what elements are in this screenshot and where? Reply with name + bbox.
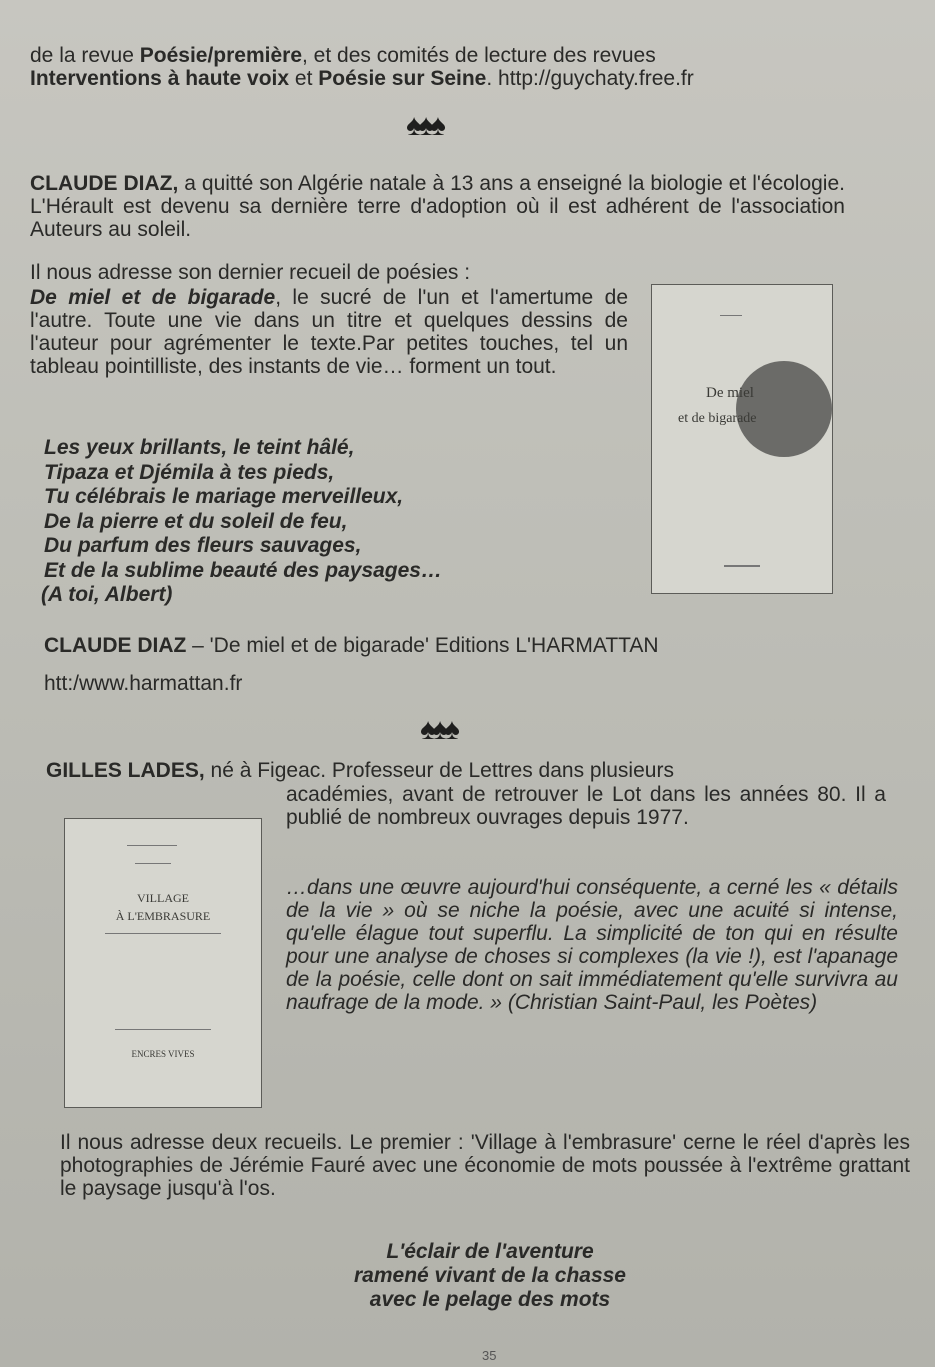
poem-line: avec le pelage des mots bbox=[369, 1288, 611, 1311]
intro-text: et bbox=[289, 67, 319, 90]
intro-text: , et des comités de lecture des revues bbox=[302, 44, 656, 67]
page-number: 35 bbox=[482, 1348, 497, 1363]
diaz-desc-text: , le sucré de l'un et l'amertume de l'autre. Toute une vie dans un titre et quelques dessins de l'auteur pour agrémenter le texte.Par petites touches, tel un tableau pointilliste, des instants de vie… forment un tout. bbox=[30, 286, 628, 378]
cover-title-line1: De miel bbox=[706, 385, 754, 401]
revue-interventions: Interventions à haute voix bbox=[30, 67, 290, 90]
cover-title-line2: À L'EMBRASURE bbox=[115, 909, 211, 923]
diaz-description bbox=[30, 286, 628, 378]
spades-separator: ♠♠♠ bbox=[406, 109, 442, 142]
cover-publisher-mark bbox=[724, 565, 760, 567]
diaz-bio-text: a quitté son Algérie natale à 13 ans a enseigné la biologie et l'écologie. L'Hérault est devenu sa dernière terre d'adoption où il est adhérent de l'association Auteurs au soleil. bbox=[30, 172, 845, 241]
intro-text: de la revue bbox=[30, 44, 140, 67]
cover-series-mark bbox=[135, 863, 171, 864]
poem-line: ramené vivant de la chasse bbox=[354, 1264, 626, 1287]
poem-line: De la pierre et du soleil de feu, bbox=[44, 509, 348, 533]
diaz-intro-line: Il nous adresse son dernier recueil de poésies : bbox=[30, 261, 471, 284]
lades-book-cover bbox=[64, 818, 262, 1108]
diaz-credit bbox=[44, 634, 884, 657]
harmattan-link[interactable]: htt:/www.harmattan.fr bbox=[44, 672, 243, 695]
cover-circle-graphic bbox=[736, 361, 832, 457]
lades-poem bbox=[200, 1240, 780, 1312]
poem-line: Et de la sublime beauté des paysages… bbox=[44, 558, 442, 582]
diaz-book-title: De miel et de bigarade bbox=[30, 286, 276, 309]
cover-publisher: ENCRES VIVES bbox=[131, 1049, 195, 1059]
revue-poesie-sur-seine: Poésie sur Seine bbox=[318, 67, 487, 90]
poem-line: L'éclair de l'aventure bbox=[386, 1240, 594, 1263]
lades-bio-text: né à Figeac. Professeur de Lettres dans plusieurs bbox=[204, 759, 674, 782]
lades-bio-rest: académies, avant de retrouver le Lot dans les années 80. Il a publié de nombreux ouvrages depuis 1977. bbox=[286, 783, 886, 829]
cover-title-line2: et de bigarade bbox=[678, 411, 757, 426]
poem-line: Tipaza et Djémila à tes pieds, bbox=[44, 460, 335, 484]
cover-author-mark bbox=[127, 845, 177, 846]
spades-separator: ♠♠♠ bbox=[420, 713, 456, 746]
poem-line: Du parfum des fleurs sauvages, bbox=[44, 534, 362, 557]
intro-paragraph bbox=[30, 44, 840, 90]
lades-name: GILLES LADES, bbox=[46, 759, 205, 782]
lades-quote: …dans une œuvre aujourd'hui conséquente, a cerné les « détails de la vie » où se niche la poésie, avec une acuité si intense, qu'elle élague tout superflu. La simplicité de ton qui en résulte pour une analyse de choses si complexes (la vie !), est l'apanage de la poésie, celle dont on sait immédiatement qu'elle survivra au naufrage de la mode. » (Christian Saint-Paul, les Poètes) bbox=[286, 876, 898, 1014]
diaz-book-cover bbox=[651, 284, 833, 594]
revue-poesie-premiere: Poésie/première bbox=[139, 44, 303, 67]
cover-bottom-mark bbox=[115, 1029, 211, 1030]
diaz-poem bbox=[41, 436, 624, 608]
diaz-name: CLAUDE DIAZ, bbox=[30, 172, 179, 195]
diaz-credit-name: CLAUDE DIAZ bbox=[44, 634, 187, 657]
poem-dedication: (A toi, Albert) bbox=[41, 583, 173, 606]
cover-author-mark bbox=[720, 315, 742, 316]
lades-recueils: Il nous adresse deux recueils. Le premier : 'Village à l'embrasure' cerne le réel d'après les photographies de Jérémie Fauré avec une économie de mots poussée à l'extrême grattant le paysage jusqu'à l'os. bbox=[60, 1131, 910, 1200]
diaz-credit-text: – 'De miel et de bigarade' Editions L'HARMATTAN bbox=[186, 634, 659, 657]
cover-subtitle-mark bbox=[105, 933, 221, 934]
lades-bio-first-line bbox=[46, 759, 886, 782]
poem-line: Les yeux brillants, le teint hâlé, bbox=[44, 436, 355, 459]
diaz-bio bbox=[30, 172, 845, 241]
guychaty-link[interactable]: . http://guychaty.free.fr bbox=[486, 67, 694, 90]
poem-line: Tu célébrais le mariage merveilleux, bbox=[44, 485, 404, 508]
cover-title-line1: VILLAGE bbox=[137, 891, 189, 905]
